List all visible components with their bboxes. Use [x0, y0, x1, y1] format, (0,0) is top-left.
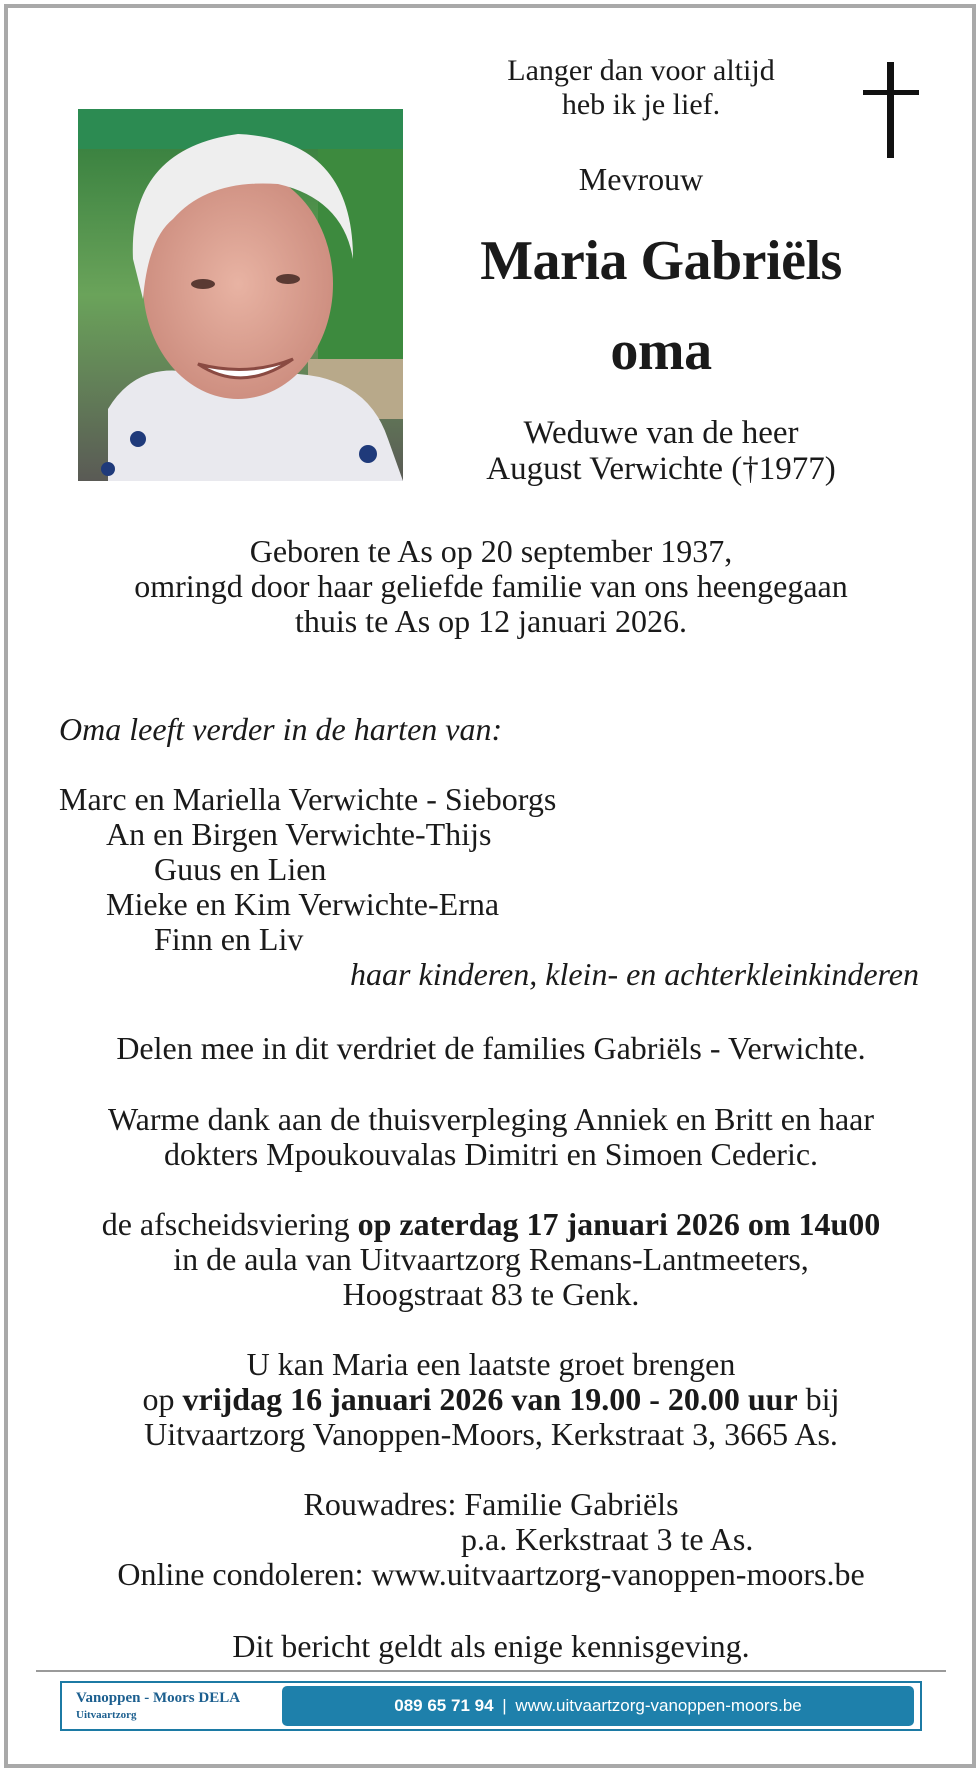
portrait-photo [78, 109, 403, 481]
motto-line-2: heb ik je lief. [561, 88, 721, 121]
address-line-1: Rouwadres: Familie Gabriëls [303, 1486, 679, 1522]
thanks-line-1: Warme dank aan de thuisverpleging Anniek en Britt en haar [107, 1101, 875, 1137]
family-list [59, 782, 759, 957]
online-condolences: Online condoleren: www.uitvaartzorg-vanoppen-moors.be [117, 1556, 865, 1592]
family-member: Marc en Mariella Verwichte - Sieborgs [59, 781, 557, 817]
family-member: An en Birgen Verwichte-Thijs [106, 816, 492, 852]
thanks [41, 1102, 941, 1172]
funeral-home-logo: Vanoppen - Moors DELA [76, 1690, 241, 1706]
family-member: Finn en Liv [154, 921, 304, 957]
ceremony-line-2: in de aula van Uitvaartzorg Remans-Lantmeeters, [173, 1241, 809, 1277]
footer-divider [36, 1670, 946, 1672]
visit-suffix: bij [797, 1381, 840, 1417]
deceased-nickname: oma [610, 320, 712, 382]
visit-datetime: vrijdag 16 januari 2026 van 19.00 - 20.00 uur [182, 1381, 798, 1417]
ceremony-prefix: de afscheidsviering [101, 1206, 358, 1242]
born-line-1: Geboren te As op 20 september 1937, [249, 533, 733, 569]
motto [491, 54, 791, 122]
sharing-line: Delen mee in dit verdriet de families Gabriëls - Verwichte. [116, 1030, 866, 1066]
salutation: Mevrouw [578, 161, 704, 197]
ceremony-datetime: op zaterdag 17 januari 2026 om 14u00 [357, 1206, 881, 1242]
deceased-name: Maria Gabriëls [480, 230, 842, 292]
visit-prefix: op [142, 1381, 183, 1417]
ceremony-info [41, 1207, 941, 1312]
contact-bar [282, 1686, 914, 1726]
born-line-2: omringd door haar geliefde familie van ons heengegaan [134, 568, 848, 604]
family-caption: haar kinderen, klein- en achterkleinkinderen [350, 956, 919, 992]
hearts-intro: Oma leeft verder in de harten van: [59, 711, 503, 747]
visit-line-3: Uitvaartzorg Vanoppen-Moors, Kerkstraat 3, 3665 As. [144, 1416, 838, 1452]
birth-death-info [61, 534, 921, 639]
separator: | [502, 1696, 507, 1715]
phone-number[interactable]: 089 65 71 94 [394, 1696, 494, 1715]
address-line-2: p.a. Kerkstraat 3 te As. [461, 1521, 754, 1557]
visit-line-1: U kan Maria een laatste groet brengen [246, 1346, 736, 1382]
ceremony-line-3: Hoogstraat 83 te Genk. [342, 1276, 640, 1312]
motto-line-1: Langer dan voor altijd [507, 54, 775, 87]
family-member: Mieke en Kim Verwichte-Erna [106, 886, 500, 922]
notice: Dit bericht geldt als enige kennisgeving. [232, 1628, 750, 1664]
visit-line-2 [41, 1382, 941, 1417]
family-member: Guus en Lien [154, 851, 327, 887]
cross-icon [863, 62, 919, 158]
widow-line-1: Weduwe van de heer [523, 415, 799, 451]
thanks-line-2: dokters Mpoukouvalas Dimitri en Simoen Cederic. [163, 1136, 819, 1172]
funeral-home-subtitle: Uitvaartzorg [76, 1709, 137, 1721]
born-line-3: thuis te As op 12 januari 2026. [295, 603, 687, 639]
footer-banner [60, 1681, 922, 1731]
ceremony-line-1 [41, 1207, 941, 1242]
widow-line-2: August Verwichte (†1977) [486, 451, 836, 487]
visitation-info [41, 1347, 941, 1452]
website-link[interactable]: www.uitvaartzorg-vanoppen-moors.be [515, 1696, 802, 1715]
widow-of [431, 415, 891, 487]
obituary-card [21, 21, 957, 1765]
